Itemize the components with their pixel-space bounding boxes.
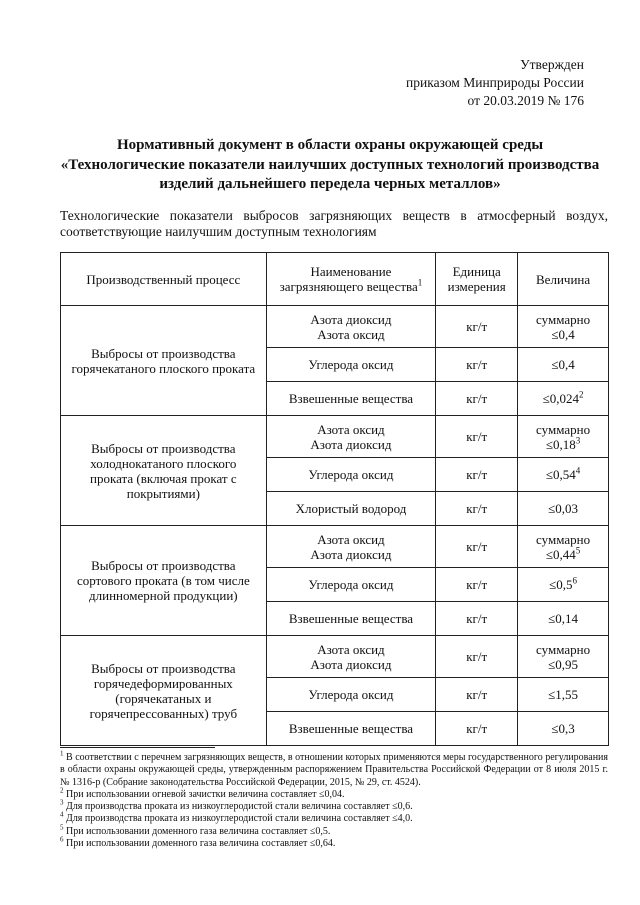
substance-line: Азота оксид (317, 641, 385, 657)
value-line: ≤1,55 (548, 687, 579, 702)
process-line: горячепрессованных) труб (89, 705, 238, 721)
substance-line: Азота диоксид (310, 656, 392, 672)
process-cell (61, 636, 267, 746)
unit-cell: кг/т (436, 458, 518, 492)
substance-line: Углерода оксид (308, 467, 394, 482)
emissions-table (60, 252, 609, 746)
footnote (60, 813, 608, 825)
process-line: длинномерной продукции) (89, 588, 238, 603)
header-unit: Единица измерения (436, 253, 518, 306)
value-cell (518, 526, 609, 568)
substance-cell (266, 458, 436, 492)
unit-cell: кг/т (436, 712, 518, 746)
substance-cell (266, 678, 436, 712)
substance-line: Азота диоксид (310, 546, 392, 562)
process-line: Выбросы от производства (91, 660, 236, 676)
value-line: ≤0,4 (551, 357, 575, 372)
footnote-number: 3 (60, 798, 64, 807)
process-line: проката (включая прокат с (90, 470, 237, 486)
footnote (60, 786, 608, 801)
value-line: $\le 0,18^3$ (545, 435, 581, 452)
process-line: холоднокатаного плоского (90, 455, 237, 471)
value-cell (518, 416, 609, 458)
value-line: $\le 0,5^6$ (549, 575, 578, 592)
table-row (61, 416, 609, 458)
substance-cell (266, 712, 436, 746)
header-process: Производственный процесс (61, 253, 267, 306)
substance-line: Взвешенные вещества (288, 721, 414, 736)
value-line: суммарно (536, 421, 591, 437)
substance-cell (266, 306, 436, 348)
value-cell (518, 348, 609, 382)
footnote-ref: 3 (575, 435, 581, 446)
footnote (60, 835, 608, 850)
footnote-number: 2 (60, 786, 64, 795)
substance-cell (266, 636, 436, 678)
footnote-text: При использовании огневой зачистки величина составляет ≤0,04. (66, 788, 345, 800)
title-line: «Технологические показатели наилучших доступных технологий производства (60, 156, 600, 173)
substance-cell (266, 348, 436, 382)
substance-line: Взвешенные вещества (288, 611, 414, 626)
value-line: ≤0,95 (548, 656, 579, 672)
footnote-ref: 4 (575, 465, 581, 476)
substance-line: Азота оксид (317, 421, 385, 437)
substance-line: Азота диоксид (310, 311, 392, 327)
substance-cell (266, 526, 436, 568)
value-cell (518, 306, 609, 348)
table-row (61, 306, 609, 348)
footnotes (60, 749, 609, 850)
header-value: Величина (518, 253, 609, 306)
process-line: сортового проката (в том числе (76, 573, 250, 588)
intro-line: Технологические показатели выбросов загрязняющих веществ в атмосферный воздух, (60, 208, 608, 223)
approval-block (406, 56, 584, 110)
unit-cell: кг/т (436, 602, 518, 636)
document-title (50, 136, 610, 195)
value-cell (518, 602, 609, 636)
footnote (60, 749, 609, 789)
process-cell (61, 416, 267, 526)
process-line: Выбросы от производства (91, 558, 236, 573)
unit-cell: кг/т (436, 568, 518, 602)
footnote-text: Для производства проката из низкоуглеродистой стали величина составляет ≤0,6. (66, 801, 413, 813)
value-line: ≤0,3 (551, 721, 575, 736)
substance-line: Азота диоксид (310, 436, 392, 452)
process-line: Выбросы от производства (91, 440, 236, 456)
footnote (60, 823, 608, 838)
substance-cell (266, 416, 436, 458)
value-cell (518, 678, 609, 712)
intro-line: соответствующие наилучшим доступным технологиям (60, 224, 377, 239)
substance-line: Хлористый водород (295, 501, 407, 516)
value-line: ≤0,03 (548, 501, 579, 516)
process-line: Выбросы от производства (91, 345, 236, 361)
table-header-row (61, 253, 609, 306)
value-line: суммарно (536, 641, 591, 657)
footnote-number: 5 (60, 823, 64, 832)
unit-cell: кг/т (436, 382, 518, 416)
substance-line: Азота оксид (317, 531, 385, 547)
substance-line: Углерода оксид (308, 577, 394, 592)
substance-cell (266, 382, 436, 416)
unit-cell: кг/т (436, 636, 518, 678)
title-line: Нормативный документ в области охраны окружающей среды (116, 137, 544, 153)
footnote-ref: 6 (572, 575, 578, 586)
value-line: $\le 0,54^4$ (545, 465, 581, 482)
footnote-ref: 5 (575, 545, 581, 556)
footnote-number: 4 (60, 811, 64, 820)
footnote-text: В соответствии с перечнем загрязняющих веществ, в отношении которых применяются меры государственного регулирования в области охраны окружающей среды, утвержденным распоряжением Правительства Российской Федерации от 8 июля 2015 г. № 1316-р (Собрание законодательства Российской Федерации, 2015, № 29, ст. 4524). (60, 752, 609, 788)
value-line: ≤0,14 (548, 611, 579, 626)
table-body (61, 306, 609, 746)
table-row (61, 526, 609, 568)
value-line: суммарно (536, 531, 591, 547)
value-cell (518, 636, 609, 678)
unit-cell: кг/т (436, 526, 518, 568)
table-row (61, 636, 609, 678)
approval-line: Утвержден (520, 57, 584, 72)
footnote-divider (60, 747, 215, 748)
substance-line: Взвешенные вещества (288, 391, 414, 406)
process-cell (61, 306, 267, 416)
process-line: горячедеформированных (93, 675, 233, 691)
footnote-number: 1 (60, 749, 64, 758)
process-line: (горячекатаных и (115, 690, 212, 706)
substance-cell (266, 568, 436, 602)
substance-cell (266, 492, 436, 526)
substance-line: Углерода оксид (308, 687, 394, 702)
approval-line: приказом Минприроды России (406, 75, 584, 90)
unit-cell: кг/т (436, 492, 518, 526)
footnote (60, 798, 608, 813)
value-line: $\le 0,024^2$ (542, 389, 584, 406)
unit-cell: кг/т (436, 416, 518, 458)
value-cell (518, 712, 609, 746)
value-line: суммарно (536, 311, 591, 327)
unit-cell: кг/т (436, 306, 518, 348)
unit-cell: кг/т (436, 348, 518, 382)
process-line: горячекатаного плоского проката (71, 360, 256, 376)
approval-line: от 20.03.2019 № 176 (467, 93, 584, 108)
process-cell (61, 526, 267, 636)
value-cell (518, 492, 609, 526)
process-line: покрытиями) (126, 485, 200, 501)
footnote-number: 6 (60, 835, 64, 844)
value-cell (518, 382, 609, 416)
value-line: ≤0,4 (551, 326, 575, 342)
value-cell (518, 568, 609, 602)
header-substance: Наименование загрязняющего вещества$^1$ (266, 253, 436, 306)
value-line: $\le 0,44^5$ (545, 545, 581, 562)
footnote-text: При использовании доменного газа величина составляет ≤0,64. (66, 838, 336, 850)
substance-cell (266, 602, 436, 636)
intro-paragraph (60, 208, 608, 240)
substance-line: Углерода оксид (308, 357, 394, 372)
footnote-ref: 2 (579, 389, 584, 400)
unit-cell: кг/т (436, 678, 518, 712)
title-line: изделий дальнейшего передела черных металлов» (159, 176, 501, 192)
value-cell (518, 458, 609, 492)
footnote-text: Для производства проката из низкоуглеродистой стали величина составляет ≤4,0. (66, 813, 413, 825)
footnote-text: При использовании доменного газа величина составляет ≤0,5. (66, 825, 331, 837)
substance-line: Азота оксид (317, 326, 385, 342)
